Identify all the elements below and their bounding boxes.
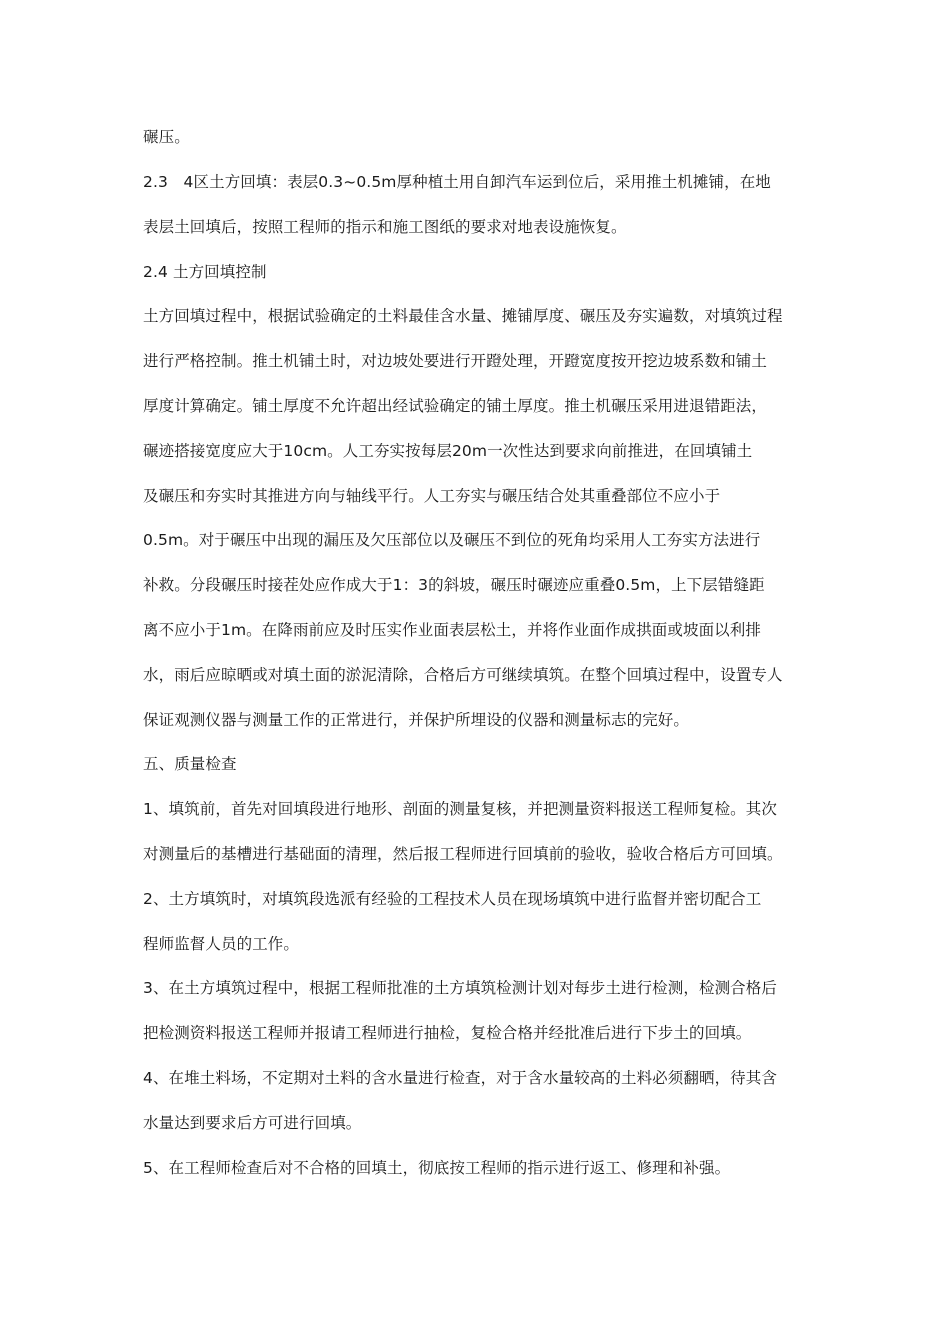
- section-heading: 2.4 土方回填控制: [143, 263, 267, 281]
- text-line: 碾迹搭接宽度应大于10cm。人工夯实按每层20m一次性达到要求向前推进，在回填铺土: [143, 442, 753, 460]
- text-line: 碾压。: [143, 128, 190, 146]
- text-line: 补救。分段碾压时接茬处应作成大于1：3的斜坡，碾压时碾迹应重叠0.5m，上下层错缝距: [143, 576, 765, 594]
- text-line: 程师监督人员的工作。: [143, 935, 300, 953]
- text-line: 土方回填过程中，根据试验确定的土料最佳含水量、摊铺厚度、碾压及夯实遍数，对填筑过程: [143, 307, 783, 325]
- text-line: 水量达到要求后方可进行回填。: [143, 1114, 362, 1132]
- text-line: 及碾压和夯实时其推进方向与轴线平行。人工夯实与碾压结合处其重叠部位不应小于: [143, 487, 721, 505]
- text-line: 2.3 4区土方回填：表层0.3~0.5m厚种植土用自卸汽车运到位后，采用推土机摊铺，在地: [143, 173, 771, 191]
- text-line: 水，雨后应晾晒或对填土面的淤泥清除，合格后方可继续填筑。在整个回填过程中，设置专人: [143, 666, 783, 684]
- text-line: 厚度计算确定。铺土厚度不允许超出经试验确定的铺土厚度。推土机碾压采用进退错距法，: [143, 397, 768, 415]
- text-line: 4、在堆土料场，不定期对土料的含水量进行检查，对于含水量较高的土料必须翻晒，待其含: [143, 1069, 777, 1087]
- text-line: 把检测资料报送工程师并报请工程师进行抽检，复检合格并经批准后进行下步土的回填。: [143, 1024, 752, 1042]
- text-line: 2、土方填筑时，对填筑段选派有经验的工程技术人员在现场填筑中进行监督并密切配合工: [143, 890, 762, 908]
- text-line: 0.5m。对于碾压中出现的漏压及欠压部位以及碾压不到位的死角均采用人工夯实方法进行: [143, 531, 761, 549]
- text-line: 离不应小于1m。在降雨前应及时压实作业面表层松土，并将作业面作成拱面或坡面以利排: [143, 621, 761, 639]
- text-line: 对测量后的基槽进行基础面的清理，然后报工程师进行回填前的验收，验收合格后方可回填。: [143, 845, 783, 863]
- section-heading: 五、质量检查: [143, 755, 237, 773]
- text-line: 1、填筑前，首先对回填段进行地形、剖面的测量复核，并把测量资料报送工程师复检。其次: [143, 800, 777, 818]
- text-line: 进行严格控制。推土机铺土时，对边坡处要进行开蹬处理，开蹬宽度按开挖边坡系数和铺土: [143, 352, 768, 370]
- text-line: 5、在工程师检查后对不合格的回填土，彻底按工程师的指示进行返工、修理和补强。: [143, 1159, 731, 1177]
- text-line: 表层土回填后，按照工程师的指示和施工图纸的要求对地表设施恢复。: [143, 218, 627, 236]
- text-line: 3、在土方填筑过程中，根据工程师批准的土方填筑检测计划对每步土进行检测，检测合格后: [143, 979, 777, 997]
- text-line: 保证观测仪器与测量工作的正常进行，并保护所埋设的仪器和测量标志的完好。: [143, 711, 690, 729]
